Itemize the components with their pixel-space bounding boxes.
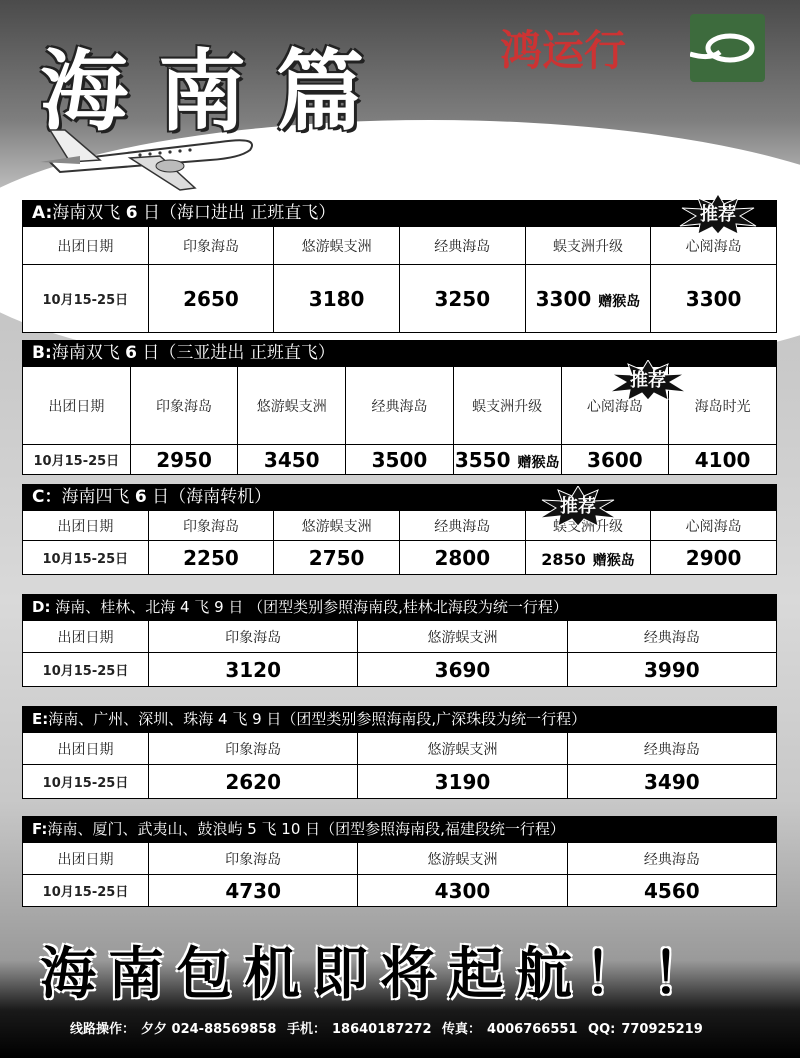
price-cell: 3490 bbox=[567, 765, 776, 799]
mobile-label: 手机： bbox=[286, 1022, 326, 1037]
col-header: 出团日期 bbox=[23, 227, 149, 265]
col-header: 出团日期 bbox=[23, 511, 149, 541]
section-days: 6 bbox=[125, 343, 138, 363]
section-days: 6 bbox=[125, 203, 138, 223]
col-header: 悠游蜈支洲 bbox=[358, 843, 567, 875]
section-a-header bbox=[22, 200, 777, 226]
price-table-d bbox=[22, 620, 777, 687]
price-cell: 3990 bbox=[567, 653, 776, 687]
airplane-icon bbox=[20, 100, 270, 195]
section-f-header bbox=[22, 816, 777, 842]
section-d-header bbox=[22, 594, 777, 620]
date-cell: 10月15-25日 bbox=[23, 765, 149, 799]
recommend-badge bbox=[678, 194, 758, 234]
slogan: 海南包机即将起航！！ bbox=[40, 941, 720, 1007]
section-label: B: bbox=[32, 343, 52, 363]
price-table-e bbox=[22, 732, 777, 799]
col-header: 印象海岛 bbox=[130, 367, 238, 445]
route-label: 线路操作： bbox=[70, 1022, 136, 1037]
col-header: 印象海岛 bbox=[148, 511, 274, 541]
col-header: 心阅海岛 bbox=[651, 511, 777, 541]
col-header: 蜈支洲升级 bbox=[453, 367, 561, 445]
col-header: 经典海岛 bbox=[567, 843, 776, 875]
brand-emblem-icon bbox=[690, 14, 765, 82]
price-table-f bbox=[22, 842, 777, 907]
price-value: 2850 bbox=[541, 549, 586, 569]
brand-logo-text: 鸿运行 bbox=[500, 26, 627, 75]
price-cell: 3600 bbox=[561, 445, 669, 475]
price-cell: 4100 bbox=[669, 445, 777, 475]
col-header: 心阅海岛 bbox=[651, 227, 777, 265]
col-header: 出团日期 bbox=[23, 367, 131, 445]
date-cell: 10月15-25日 bbox=[23, 541, 149, 575]
gift-note: 赠猴岛 bbox=[517, 454, 560, 471]
price-cell: 2800 bbox=[399, 541, 525, 575]
col-header: 印象海岛 bbox=[149, 843, 358, 875]
price-cell: 2900 bbox=[651, 541, 777, 575]
date-cell: 10月15-25日 bbox=[23, 875, 149, 907]
section-label: F: bbox=[32, 820, 48, 838]
price-cell bbox=[525, 265, 651, 333]
footer-contact bbox=[70, 1018, 709, 1037]
gift-note: 赠猴岛 bbox=[598, 293, 641, 310]
section-c-header bbox=[22, 484, 777, 510]
col-header: 经典海岛 bbox=[567, 621, 776, 653]
col-header: 印象海岛 bbox=[149, 733, 358, 765]
price-cell: 2750 bbox=[274, 541, 400, 575]
col-header: 印象海岛 bbox=[149, 621, 358, 653]
recommend-badge bbox=[608, 360, 688, 400]
price-value: 3300 bbox=[535, 286, 592, 311]
col-header: 印象海岛 bbox=[148, 227, 274, 265]
col-header: 悠游蜈支洲 bbox=[238, 367, 346, 445]
date-cell: 10月15-25日 bbox=[23, 653, 149, 687]
col-header: 出团日期 bbox=[23, 843, 149, 875]
price-cell: 3300 bbox=[651, 265, 777, 333]
section-title: 海南四飞 bbox=[61, 487, 130, 507]
price-table-a bbox=[22, 226, 777, 333]
section-title: 海南、广州、深圳、珠海 4 飞 9 日（团型类别参照海南段,广深珠段为统一行程） bbox=[48, 710, 587, 728]
col-header: 经典海岛 bbox=[399, 227, 525, 265]
col-header: 出团日期 bbox=[23, 733, 149, 765]
section-label: D: bbox=[32, 598, 51, 616]
col-header: 经典海岛 bbox=[399, 511, 525, 541]
col-header: 经典海岛 bbox=[346, 367, 454, 445]
section-e-header bbox=[22, 706, 777, 732]
col-header: 出团日期 bbox=[23, 621, 149, 653]
col-header: 经典海岛 bbox=[567, 733, 776, 765]
recommend-badge bbox=[538, 486, 618, 526]
price-cell: 4560 bbox=[567, 875, 776, 907]
mobile-number: 18640187272 bbox=[331, 1022, 432, 1037]
section-e bbox=[22, 706, 777, 799]
section-days: 6 bbox=[134, 487, 147, 507]
section-label: E: bbox=[32, 710, 49, 728]
fax-number: 4006766551 bbox=[487, 1022, 578, 1037]
section-subtitle: 日（海南转机） bbox=[152, 487, 272, 507]
col-header: 悠游蜈支洲 bbox=[274, 227, 400, 265]
section-a bbox=[22, 200, 777, 333]
section-d bbox=[22, 594, 777, 687]
col-header: 悠游蜈支洲 bbox=[358, 621, 567, 653]
price-cell: 2620 bbox=[149, 765, 358, 799]
date-cell: 10月15-25日 bbox=[23, 265, 149, 333]
price-cell: 2250 bbox=[148, 541, 274, 575]
price-table-c bbox=[22, 510, 777, 575]
badge-label: 推荐 bbox=[700, 204, 736, 225]
qq-number: 770925219 bbox=[621, 1022, 703, 1037]
section-title: 海南双飞 bbox=[52, 203, 121, 223]
col-header: 心阅海岛 bbox=[561, 367, 669, 445]
section-f bbox=[22, 816, 777, 907]
price-cell: 3190 bbox=[358, 765, 567, 799]
section-title: 海南、厦门、武夷山、鼓浪屿 5 飞 10 日（团型参照海南段,福建段统一行程） bbox=[47, 820, 565, 838]
badge-label: 推荐 bbox=[560, 496, 596, 517]
price-cell: 4300 bbox=[358, 875, 567, 907]
price-cell: 3500 bbox=[346, 445, 454, 475]
section-title: 海南、桂林、北海 4 飞 9 日 （团型类别参照海南段,桂林北海段为统一行程） bbox=[50, 598, 568, 616]
col-header: 海岛时光 bbox=[669, 367, 777, 445]
section-subtitle: 日（三亚进出 正班直飞） bbox=[142, 343, 335, 363]
price-cell: 3120 bbox=[149, 653, 358, 687]
price-cell: 4730 bbox=[149, 875, 358, 907]
badge-label: 推荐 bbox=[630, 370, 666, 391]
price-cell: 3250 bbox=[399, 265, 525, 333]
section-subtitle: 日（海口进出 正班直飞） bbox=[142, 203, 336, 223]
price-cell bbox=[453, 445, 561, 475]
price-cell: 3180 bbox=[274, 265, 400, 333]
qq-label: QQ: bbox=[588, 1022, 616, 1037]
section-label: C： bbox=[32, 487, 62, 507]
section-label: A: bbox=[32, 203, 53, 223]
price-cell: 3690 bbox=[358, 653, 567, 687]
section-c bbox=[22, 484, 777, 575]
price-cell: 3450 bbox=[238, 445, 346, 475]
date-cell: 10月15-25日 bbox=[23, 445, 131, 475]
price-value: 3550 bbox=[454, 447, 511, 472]
price-cell: 2650 bbox=[148, 265, 274, 333]
col-header: 悠游蜈支洲 bbox=[358, 733, 567, 765]
gift-note: 赠猴岛 bbox=[592, 552, 635, 569]
price-cell bbox=[525, 541, 651, 575]
fax-label: 传真： bbox=[442, 1022, 482, 1037]
col-header: 蜈支洲升级 bbox=[525, 511, 651, 541]
contact-phone: 夕夕 024-88569858 bbox=[141, 1022, 277, 1037]
col-header: 悠游蜈支洲 bbox=[274, 511, 400, 541]
price-cell: 2950 bbox=[130, 445, 238, 475]
page-title: 海南篇 bbox=[40, 39, 395, 143]
col-header: 蜈支洲升级 bbox=[525, 227, 651, 265]
section-title: 海南双飞 bbox=[51, 343, 120, 363]
